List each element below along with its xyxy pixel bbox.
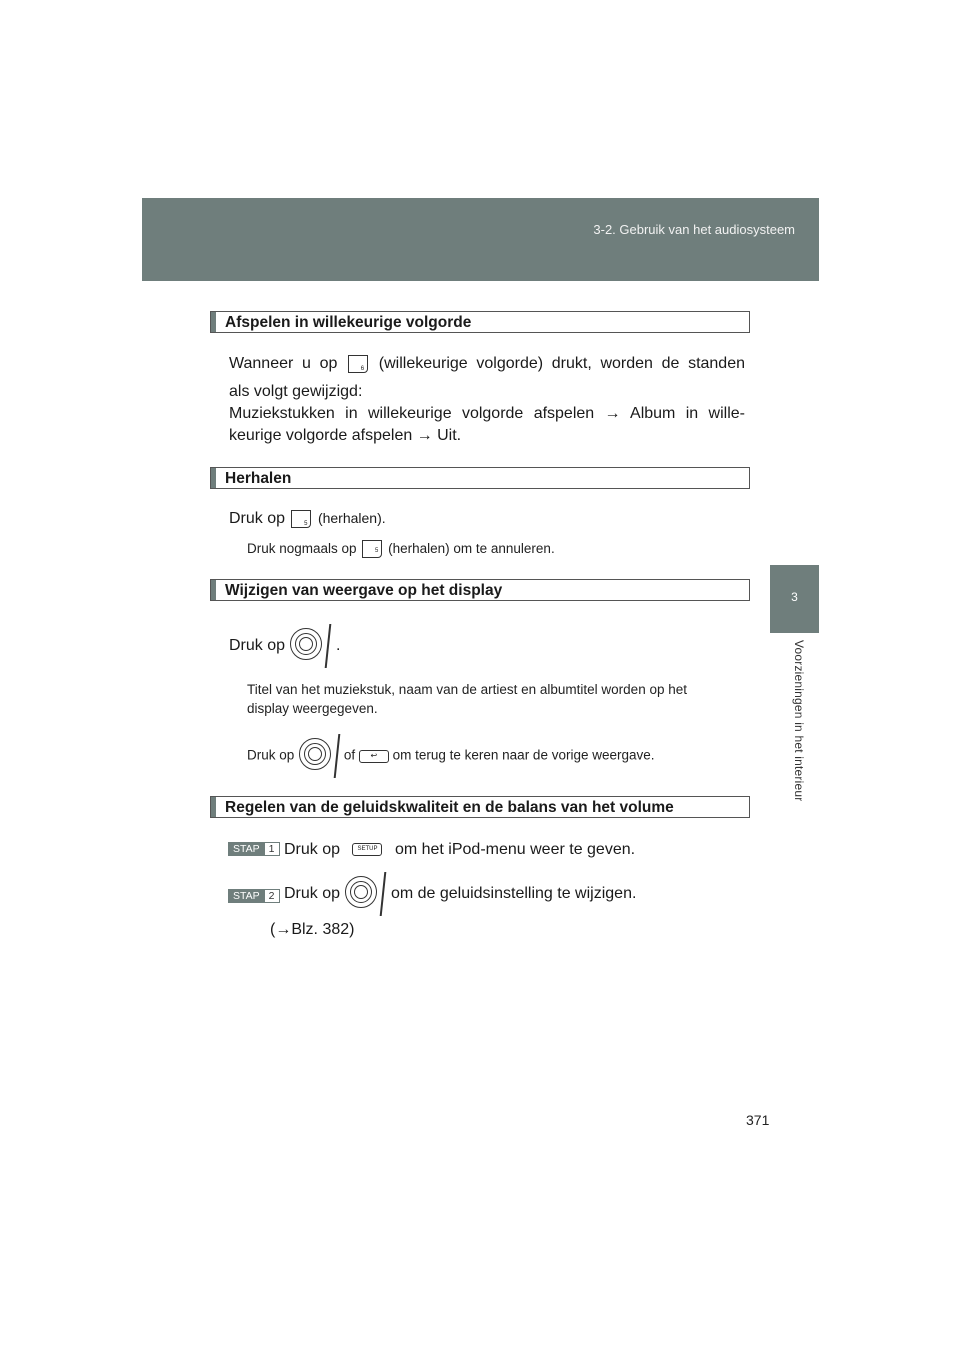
section-header-repeat (210, 467, 750, 489)
display-note-1: Titel van het muziekstuk, naam van de artiest en albumtitel worden op het (247, 682, 687, 697)
tune-select-knob-icon-small (298, 734, 340, 778)
step-1-badge (228, 842, 280, 856)
section-title-sound: Regelen van de geluidskwaliteit en de balans van het volume (225, 799, 674, 816)
step-1-text-b: om het iPod-menu weer te geven. (394, 841, 636, 858)
section-header-sound (210, 796, 750, 818)
preset-5-button-icon: 5 (291, 510, 311, 528)
step-1-label: STAP (229, 843, 264, 855)
step-2-label: STAP (229, 890, 264, 902)
repeat-text-b: (herhalen). (317, 510, 386, 526)
step-2-text-a: Druk op (284, 885, 341, 903)
preset-5-button-icon-small: 5 (362, 540, 382, 558)
chapter-tab (770, 565, 819, 633)
step-2-badge (228, 889, 280, 903)
display-note-3 (247, 734, 655, 778)
step-1-number: 1 (264, 843, 279, 855)
setup-button-icon: SETUP (352, 843, 382, 856)
random-line-4: keurige volgorde afspelen → Uit. (229, 427, 462, 444)
section-title-random: Afspelen in willekeurige volgorde (225, 314, 472, 331)
header-title: 3-2. Gebruik van het audiosysteem (593, 222, 795, 237)
repeat-text-a: Druk op (229, 510, 286, 527)
tune-select-knob-icon (289, 624, 331, 668)
display-note-2: display weergegeven. (247, 701, 378, 716)
tune-select-knob-icon-step2 (344, 872, 386, 916)
repeat-note (247, 539, 555, 558)
random-line-2: als volgt gewijzigd: (229, 383, 363, 400)
section-title-display: Wijzigen van weergave op het display (225, 582, 503, 599)
page-number: 371 (746, 1112, 770, 1128)
chapter-side-label: Voorzieningen in het interieur (792, 640, 806, 802)
step-2-text-b: om de geluidsinstelling te wijzigen. (390, 885, 637, 903)
section-title-repeat: Herhalen (225, 470, 292, 487)
preset-6-button-icon: 6 (348, 355, 368, 373)
random-line-1 (229, 352, 745, 376)
step-2-text (284, 872, 636, 916)
random-text-a: Wanneer u op (229, 355, 338, 372)
step-2-number: 2 (264, 890, 279, 902)
random-line-3: Muziekstukken in willekeurige volgorde afspelen → Album in wille- (229, 405, 745, 422)
chapter-header (142, 198, 819, 281)
page-reference: (→Blz. 382) (270, 921, 355, 938)
step-1-text-a: Druk op (284, 841, 341, 858)
random-text-b: (willekeurige volgorde) drukt, worden de standen (378, 355, 746, 372)
display-note-3b: of (343, 747, 356, 763)
display-note-3a: Druk op (247, 747, 295, 763)
display-text-a: Druk op (229, 637, 286, 655)
back-button-icon: ↩ (359, 750, 389, 763)
repeat-line-1 (229, 506, 386, 531)
section-header-random (210, 311, 750, 333)
chapter-number: 3 (791, 590, 798, 604)
display-note-3c: om terug te keren naar de vorige weergave. (392, 747, 655, 763)
display-text-b: . (335, 637, 341, 655)
repeat-note-b: (herhalen) om te annuleren. (388, 541, 555, 556)
section-header-display (210, 579, 750, 601)
step-1-text (284, 838, 635, 862)
display-line-1 (229, 624, 340, 668)
repeat-note-a: Druk nogmaals op (247, 541, 357, 556)
